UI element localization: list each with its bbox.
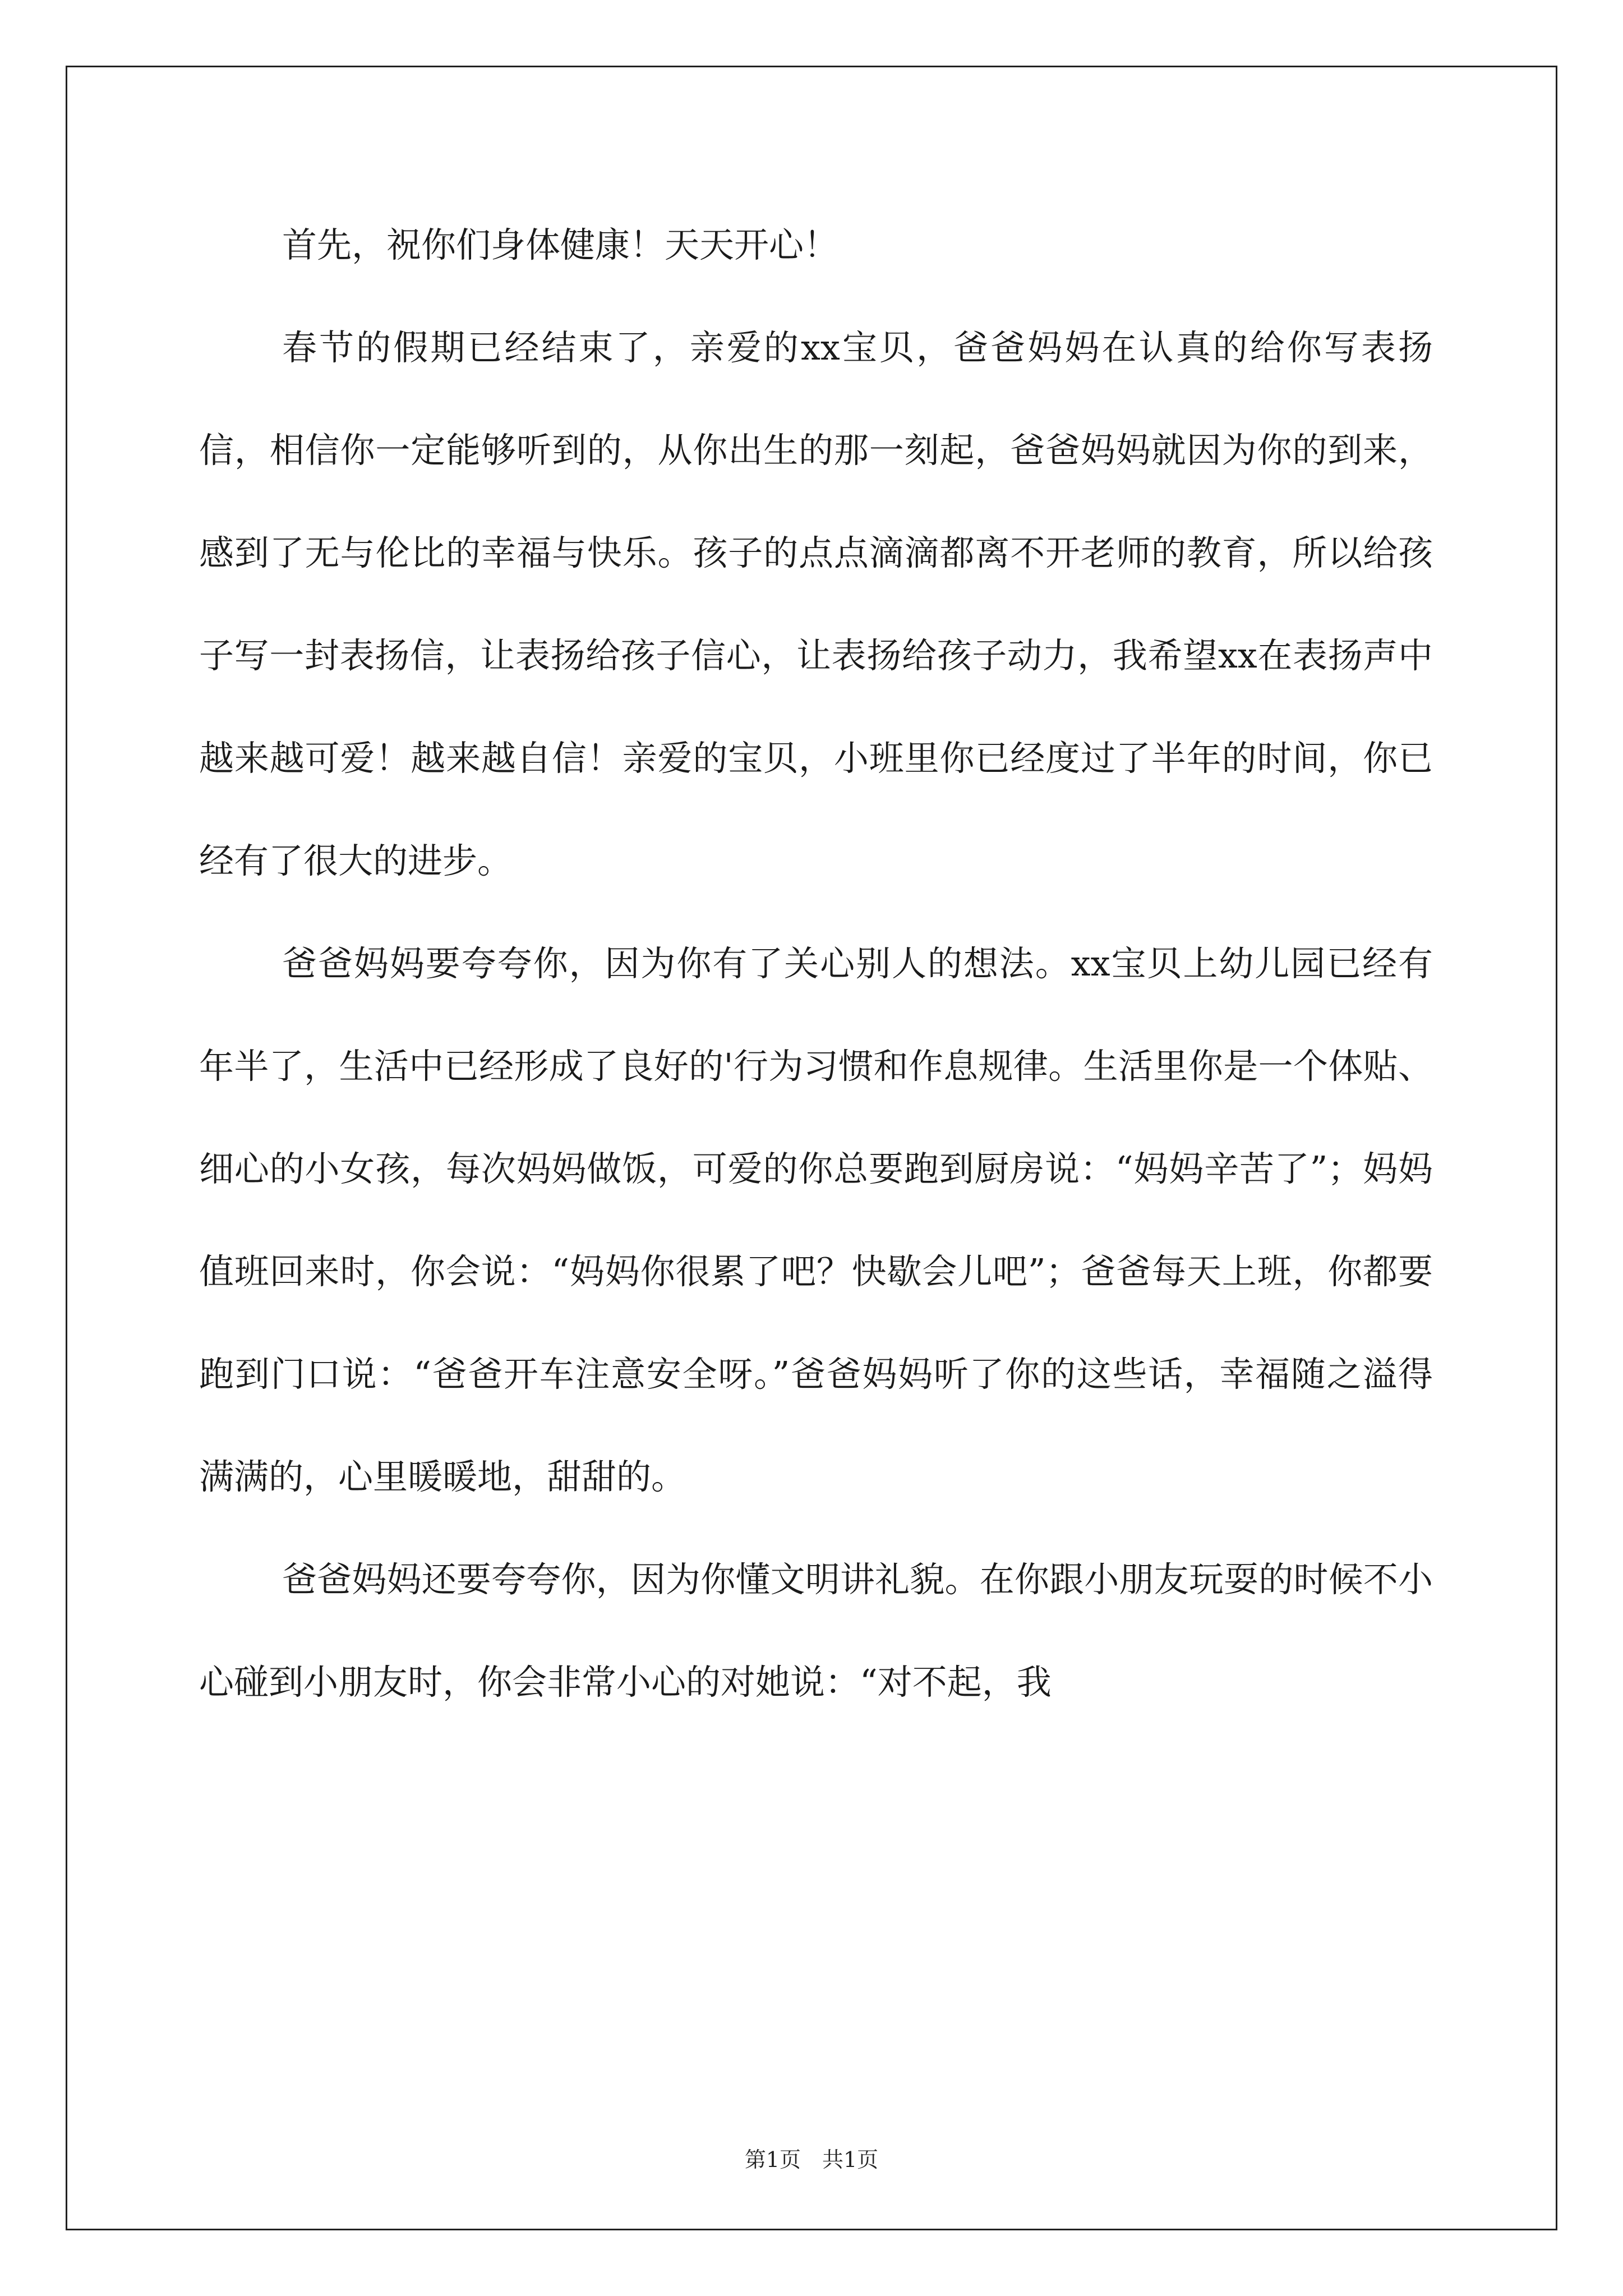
paragraph-intro: 春节的假期已经结束了，亲爱的xx宝贝，爸爸妈妈在认真的给你写表扬信，相信你一定能够听到的，从你出生的那一刻起，爸爸妈妈就因为你的到来，感到了无与伦比的幸福与快乐。孩子的点点滴滴都离不开老师的教育，所以给孩子写一封表扬信，让表扬给孩子信心，让表扬给孩子动力，我希望xx在表扬声中越来越可爱！越来越自信！亲爱的宝贝，小班里你已经度过了半年的时间，你已经有了很大的进步。 <box>199 327 1433 881</box>
page-number-footer: 第1页 共1页 <box>744 2147 879 2172</box>
document-body <box>199 194 1433 1733</box>
paragraph-caring: 爸爸妈妈要夸夸你，因为你有了关心别人的想法。xx宝贝上幼儿园已经有年半了，生活中已经形成了良好的'行为习惯和作息规律。生活里你是一个体贴、细心的小女孩，每次妈妈做饭，可爱的你总要跑到厨房说：“妈妈辛苦了”；妈妈值班回来时，你会说：“妈妈你很累了吧？快歇会儿吧”；爸爸每天上班，你都要跑到门口说：“爸爸开车注意安全呀。”爸爸妈妈听了你的这些话，幸福随之溢得满满的，心里暖暖地，甜甜的。 <box>199 943 1433 1497</box>
paragraph-manners: 爸爸妈妈还要夸夸你，因为你懂文明讲礼貌。在你跟小朋友玩耍的时候不小心碰到小朋友时，你会非常小心的对她说：“对不起，我 <box>199 1559 1433 1703</box>
paragraph-greeting: 首先，祝你们身体健康！天天开心！ <box>282 224 839 265</box>
